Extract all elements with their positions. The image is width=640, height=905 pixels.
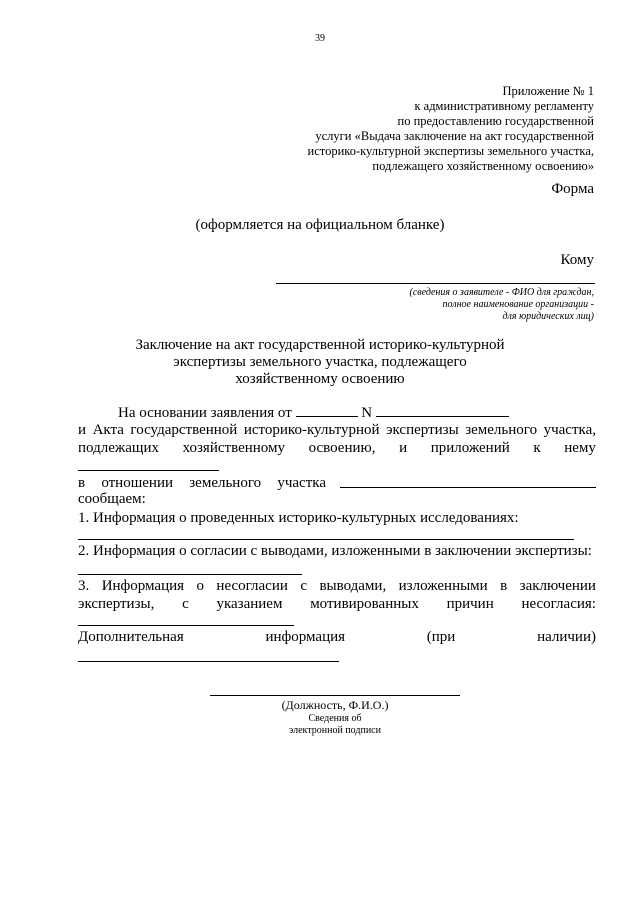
appendix-line-2: к административному регламенту [414,99,594,113]
item-2: 2. Информация о согласии с выводами, изложенными в заключении экспертизы: [78,543,592,559]
application-date-blank [296,404,358,417]
appendix-line-4: услуги «Выдача заключение на акт государственной [315,129,594,143]
appendix-line-5: историко-культурной экспертизы земельного участка, [307,144,594,158]
paragraph-line-3: подлежащих хозяйственному освоению, и приложений к нему [78,440,596,456]
recipient-note-3: для юридических лиц) [502,311,594,322]
item-3-line-2: экспертизы, с указанием мотивированных причин несогласия: [78,596,596,612]
signature-line [210,695,460,696]
item-3-line-1: 3. Информация о несогласии с выводами, изложенными в заключении [78,578,596,594]
recipient-label: Кому [560,252,594,268]
item-1-blank [78,539,574,540]
paragraph-line-1 [118,404,509,422]
item-2-blank [78,574,302,575]
item-1: 1. Информация о проведенных историко-культурных исследованиях: [78,510,519,526]
doc-title-line-3: хозяйственному освоению [235,371,405,387]
basis-text: На основании заявления от [118,405,292,421]
additional-info-line: Дополнительная информация (при наличии) [78,629,596,645]
signature-position-label: (Должность, Ф.И.О.) [281,698,389,712]
paragraph-line-2: и Акта государственной историко-культурной экспертизы земельного участка, [78,422,596,438]
electronic-signature-label-1: Сведения об [308,713,362,724]
page-number: 39 [315,33,325,44]
doc-title-line-2: экспертизы земельного участка, подлежащего [173,354,467,370]
item-3-blank [78,625,294,626]
appendix-line-3: по предоставлению государственной [397,114,594,128]
recipient-note-2: полное наименование организации - [442,299,594,310]
appendix-line-1: Приложение № 1 [502,84,594,98]
number-sign: N [361,405,373,421]
recipient-note-1: (сведения о заявителе - ФИО для граждан, [409,287,594,298]
recipient-line [276,283,595,284]
appendix-line-6: подлежащего хозяйственному освоению» [372,159,594,173]
doc-title-line-1: Заключение на акт государственной историко-культурной [135,337,505,353]
electronic-signature-label-2: электронной подписи [289,725,381,736]
official-blank-note: (оформляется на официальном бланке) [195,217,445,233]
attachments-blank [78,470,219,471]
form-label: Форма [551,181,594,197]
application-number-blank [376,404,509,417]
land-plot-blank [340,487,596,488]
additional-info-blank [78,661,339,662]
report-text: сообщаем: [78,491,146,507]
